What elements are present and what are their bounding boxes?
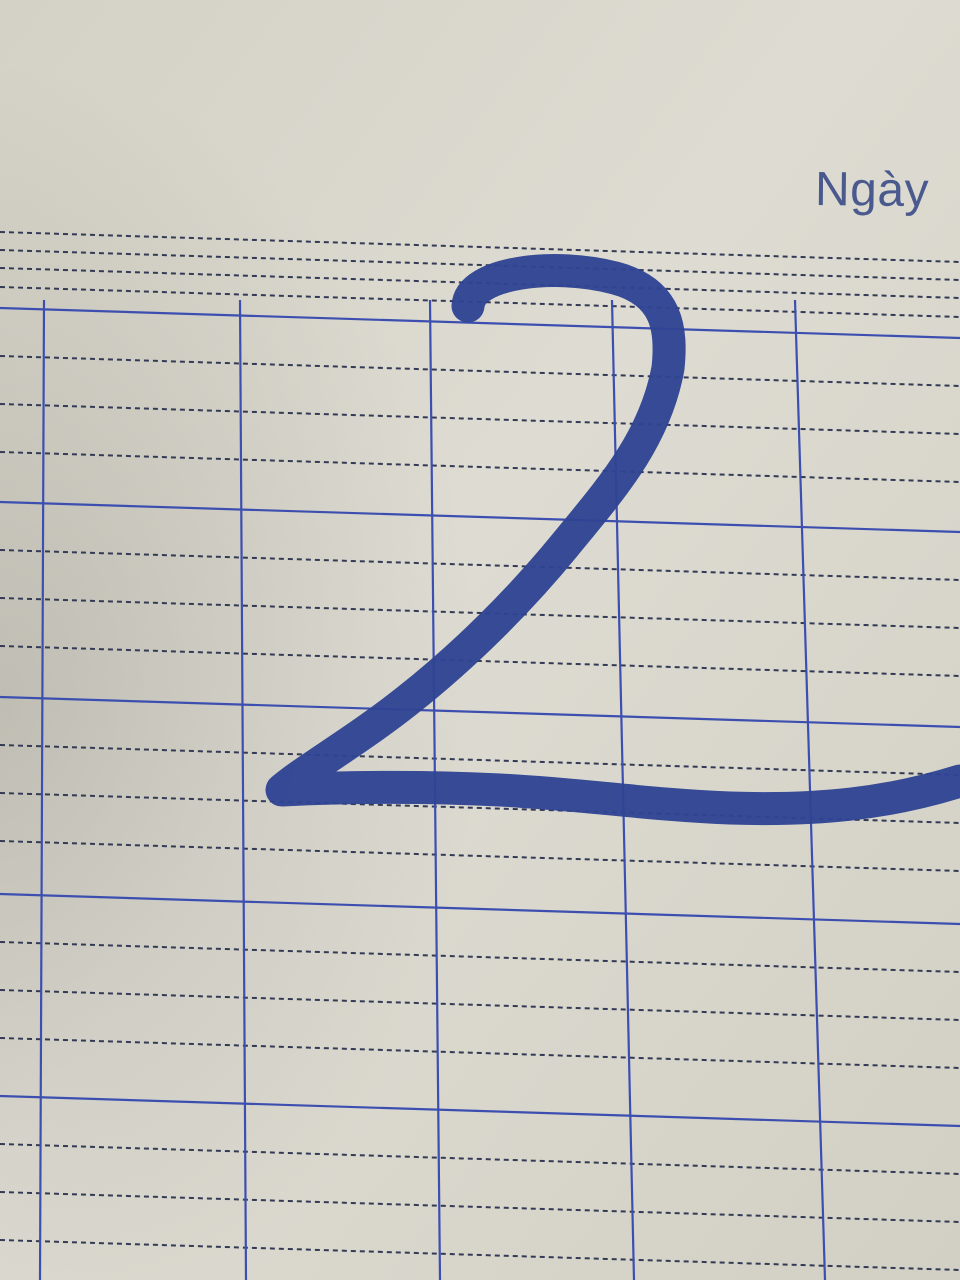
date-label: Ngày: [814, 163, 930, 218]
